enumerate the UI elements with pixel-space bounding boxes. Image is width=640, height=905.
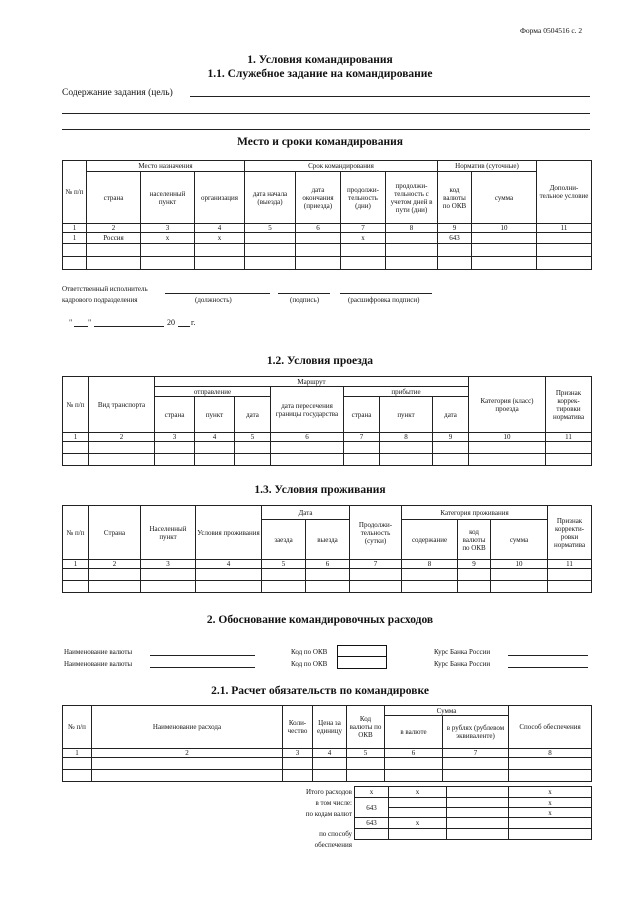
- col-transport-header: Вид транспорта: [89, 377, 155, 433]
- position-caption: (должность): [195, 296, 232, 304]
- col-destination-header: Место назначения: [87, 161, 245, 172]
- colnum: 3: [141, 560, 196, 569]
- colnum: 2: [92, 749, 283, 758]
- signature-caption: (подпись): [290, 296, 320, 304]
- by-code-row: [355, 808, 592, 818]
- colnum: 4: [313, 749, 347, 758]
- colnum: 8: [402, 560, 458, 569]
- totals-table: [354, 786, 592, 840]
- colnum: 8: [509, 749, 592, 758]
- colnum: 1: [63, 560, 89, 569]
- colnum: 6: [271, 433, 344, 442]
- col-conditions-header: Условия проживания: [196, 506, 262, 560]
- column-numbers-row: [63, 224, 592, 233]
- colnum: 11: [546, 433, 592, 442]
- colnum: 1: [63, 224, 87, 233]
- col-okv-header: код валюты по ОКВ: [458, 520, 491, 560]
- colnum: 7: [344, 433, 380, 442]
- colnum: 4: [195, 433, 235, 442]
- col-dep-country-header: страна: [155, 397, 195, 433]
- col-date-header: Дата: [262, 506, 350, 520]
- colnum: 3: [141, 224, 195, 233]
- date-day-line[interactable]: [74, 326, 88, 327]
- security-method-label: обеспечения: [314, 841, 352, 849]
- colnum: 11: [537, 224, 592, 233]
- cell[interactable]: 1: [63, 233, 87, 244]
- col-extra-header: Дополни-тельное условие: [537, 161, 592, 224]
- section-1-3-title: 1.3. Условия проживания: [254, 484, 386, 496]
- col-correction-header: Признак корректи-ровки норматива: [548, 506, 592, 560]
- currency-line-2[interactable]: [150, 667, 255, 668]
- table-row: [63, 569, 592, 581]
- responsible-label-2: кадрового подразделения: [62, 296, 138, 304]
- col-okv-header: Код валюты по ОКВ: [347, 706, 385, 749]
- colnum: 9: [433, 433, 469, 442]
- cell[interactable]: [296, 233, 341, 244]
- col-num-header: № п/п: [63, 706, 92, 749]
- table-row: [63, 442, 592, 454]
- rate-line-2[interactable]: [508, 667, 588, 668]
- colnum: 6: [385, 749, 443, 758]
- place-terms-title: Место и сроки командирования: [237, 136, 403, 148]
- column-numbers-row: [63, 749, 592, 758]
- responsible-label-1: Ответственный исполнитель: [62, 285, 148, 293]
- section-2-1-title: 2.1. Расчет обязательств по командировке: [211, 685, 429, 697]
- col-checkout-header: выезда: [306, 520, 350, 560]
- colnum: 6: [306, 560, 350, 569]
- signature-line[interactable]: [278, 293, 330, 294]
- colnum: 3: [155, 433, 195, 442]
- total-currency: x: [389, 787, 447, 798]
- col-okv-header: код валюты по ОКВ: [438, 172, 472, 224]
- by-code-okv: 643: [355, 798, 389, 818]
- col-duration-header: Продолжи-тельность (сутки): [350, 506, 402, 560]
- by-code-row: [355, 798, 592, 808]
- by-code-security: x: [509, 808, 592, 818]
- col-sum-header: Сумма: [385, 706, 509, 716]
- col-border-date-header: дата пересечения границы государства: [271, 387, 344, 433]
- currency-line-1[interactable]: [150, 655, 255, 656]
- cell[interactable]: x: [341, 233, 386, 244]
- travel-table: [62, 376, 592, 466]
- col-dep-date-header: дата: [235, 397, 271, 433]
- column-numbers-row: [63, 433, 592, 442]
- col-country-header: страна: [87, 172, 141, 224]
- col-duration-header: продолжи-тельность (дни): [341, 172, 386, 224]
- colnum: 9: [458, 560, 491, 569]
- decode-caption: (расшифровка подписи): [348, 296, 420, 304]
- col-city-header: Населенный пункт: [141, 506, 196, 560]
- colnum: 1: [63, 749, 92, 758]
- table-row: [63, 244, 592, 257]
- colnum: 4: [196, 560, 262, 569]
- total-rub[interactable]: [447, 787, 509, 798]
- col-end-header: дата окончания (приезда): [296, 172, 341, 224]
- colnum: 9: [438, 224, 472, 233]
- colnum: 11: [548, 560, 592, 569]
- rate-label-1: Курс Банка России: [434, 648, 491, 656]
- colnum: 5: [262, 560, 306, 569]
- colnum: 2: [87, 224, 141, 233]
- colnum: 5: [245, 224, 296, 233]
- colnum: 8: [380, 433, 433, 442]
- col-dep-point-header: пункт: [195, 397, 235, 433]
- including-label: в том числе:: [315, 799, 352, 807]
- cell[interactable]: [472, 233, 537, 244]
- accommodation-table: [62, 505, 592, 593]
- col-category-header: Категория проживания: [402, 506, 548, 520]
- column-numbers-row: [63, 560, 592, 569]
- assignment-table: [62, 160, 592, 270]
- purpose-line-3[interactable]: [62, 129, 590, 130]
- col-start-header: дата начала (выезда): [245, 172, 296, 224]
- date-month-line[interactable]: [94, 326, 164, 327]
- okv-label-1: Код по ОКВ: [291, 648, 328, 656]
- colnum: 4: [195, 224, 245, 233]
- colnum: 8: [386, 224, 438, 233]
- colnum: 7: [350, 560, 402, 569]
- cell[interactable]: 643: [438, 233, 472, 244]
- okv-label-2: Код по ОКВ: [291, 660, 328, 668]
- total-security: x: [509, 787, 592, 798]
- colnum: 5: [235, 433, 271, 442]
- col-rub-header: в рублях (рублевом эквиваленте): [443, 716, 509, 749]
- table-row: [63, 581, 592, 593]
- date-quote-open: ": [69, 318, 73, 327]
- col-arrival-header: прибытие: [344, 387, 469, 397]
- section-2-title: 2. Обоснование командировочных расходов: [206, 614, 434, 626]
- colnum: 7: [341, 224, 386, 233]
- table-row: [63, 770, 592, 782]
- colnum: 7: [443, 749, 509, 758]
- table-row: [63, 454, 592, 466]
- by-method-currency: x: [389, 818, 447, 829]
- col-departure-header: отправление: [155, 387, 271, 397]
- total-expenses-label: Итого расходов: [306, 788, 352, 796]
- obligations-table: [62, 705, 592, 782]
- by-method-okv: 643: [355, 818, 389, 829]
- col-correction-header: Признак коррек-тировки норматива: [546, 377, 592, 433]
- colnum: 10: [472, 224, 537, 233]
- col-sum-header: сумма: [491, 520, 548, 560]
- col-arr-point-header: пункт: [380, 397, 433, 433]
- col-expense-name-header: Наименование расхода: [92, 706, 283, 749]
- colnum: 1: [63, 433, 89, 442]
- colnum: 3: [283, 749, 313, 758]
- col-city-header: населенный пункт: [141, 172, 195, 224]
- colnum: 6: [296, 224, 341, 233]
- col-org-header: организация: [195, 172, 245, 224]
- date-year-suffix: г.: [191, 318, 196, 327]
- purpose-label: Содержание задания (цель): [62, 88, 173, 98]
- cell[interactable]: Россия: [87, 233, 141, 244]
- date-year-prefix: 20: [167, 318, 175, 327]
- col-num-header: № п/п: [63, 377, 89, 433]
- col-currency-header: в валюте: [385, 716, 443, 749]
- cell[interactable]: x: [141, 233, 195, 244]
- section-1-2-title: 1.2. Условия проезда: [266, 355, 374, 367]
- col-duration-trip-header: продолжи-тельность с учетом дней в пути (дни): [386, 172, 438, 224]
- col-num-header: № п/п: [63, 506, 89, 560]
- col-norm-header: Норматив (суточные): [438, 161, 537, 172]
- cell[interactable]: [386, 233, 438, 244]
- decode-line[interactable]: [340, 293, 432, 294]
- by-method-row: [355, 829, 592, 840]
- rate-label-2: Курс Банка России: [434, 660, 491, 668]
- col-country-header: Страна: [89, 506, 141, 560]
- colnum: 10: [469, 433, 546, 442]
- table-row: [63, 233, 592, 244]
- by-currency-codes-label: по кодам валют: [305, 810, 352, 818]
- total-row: [355, 787, 592, 798]
- form-reference: Форма 0504516 с. 2: [520, 26, 583, 35]
- section-1-title: 1. Условия командирования: [247, 54, 393, 66]
- col-arr-country-header: страна: [344, 397, 380, 433]
- col-price-header: Цена за единицу: [313, 706, 347, 749]
- col-category-header: Категория (класс) проезда: [469, 377, 546, 433]
- table-row: [63, 758, 592, 770]
- colnum: 10: [491, 560, 548, 569]
- col-content-header: содержание: [402, 520, 458, 560]
- total-okv: x: [355, 787, 389, 798]
- col-route-header: Маршрут: [155, 377, 469, 387]
- cell[interactable]: [537, 233, 592, 244]
- currency-label-1: Наименование валюты: [64, 648, 133, 656]
- by-method-label: по способу: [319, 830, 352, 838]
- rate-line-1[interactable]: [508, 655, 588, 656]
- position-line[interactable]: [165, 293, 270, 294]
- col-security-header: Способ обеспечения: [509, 706, 592, 749]
- col-arr-date-header: дата: [433, 397, 469, 433]
- cell[interactable]: [245, 233, 296, 244]
- purpose-line-1[interactable]: [190, 96, 590, 97]
- by-code-security: x: [509, 798, 592, 808]
- col-qty-header: Коли-чество: [283, 706, 313, 749]
- okv-code-box-2[interactable]: [337, 656, 387, 669]
- by-method-row: [355, 818, 592, 829]
- col-term-header: Срок командирования: [245, 161, 438, 172]
- colnum: 2: [89, 433, 155, 442]
- col-sum-header: сумма: [472, 172, 537, 224]
- colnum: 5: [347, 749, 385, 758]
- colnum: 2: [89, 560, 141, 569]
- col-checkin-header: заезда: [262, 520, 306, 560]
- purpose-line-2[interactable]: [62, 113, 590, 114]
- cell[interactable]: x: [195, 233, 245, 244]
- section-1-1-title: 1.1. Служебное задание на командирование: [207, 68, 433, 80]
- date-year-line[interactable]: [178, 326, 190, 327]
- col-num-header: № п/п: [63, 161, 87, 224]
- date-quote-close: ": [88, 318, 92, 327]
- currency-label-2: Наименование валюты: [64, 660, 133, 668]
- table-row: [63, 257, 592, 270]
